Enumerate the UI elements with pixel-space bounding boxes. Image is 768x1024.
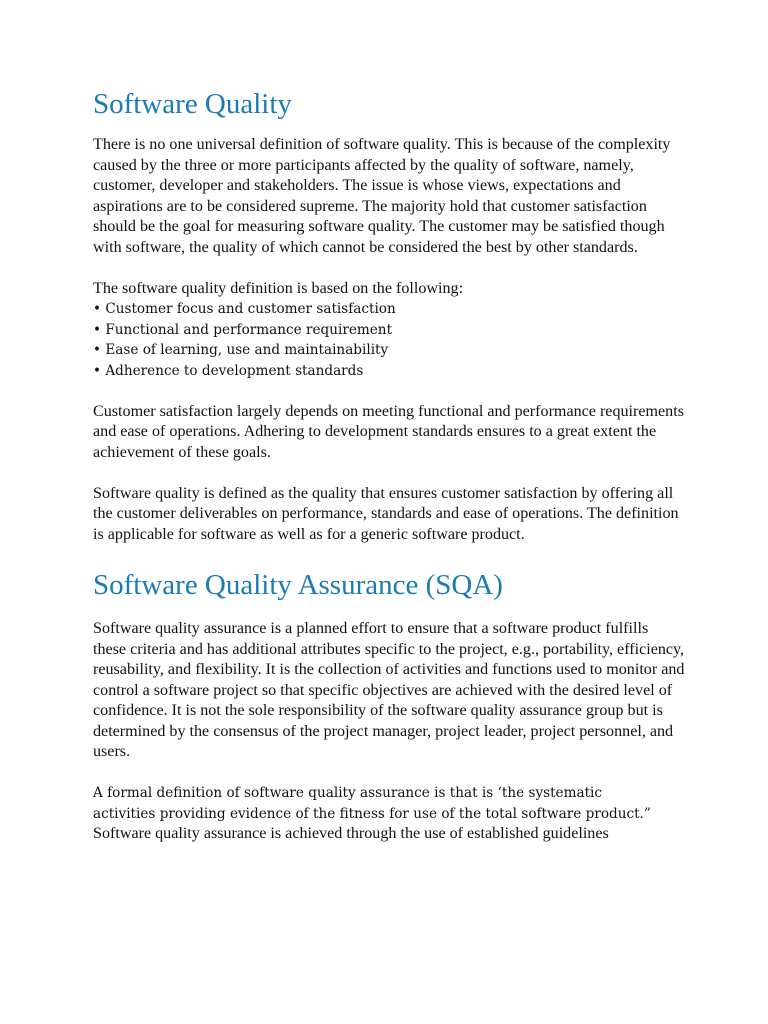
- paragraph-definition-basis: The software quality definition is based on the following:: [93, 279, 464, 297]
- bullet-item: • Ease of learning, use and maintainability: [93, 342, 389, 358]
- bullet-item: • Customer focus and customer satisfaction: [93, 301, 396, 317]
- paragraph-quality-defined: Software quality is defined as the quality that ensures customer satisfaction by offering all the customer deliverables on performance, standards and ease of operations. The definition is applicable for software as well as for a generic software product.: [93, 484, 679, 543]
- sqa-formal-line-2: activities providing evidence of the fitness for use of the total software product.”: [93, 805, 651, 822]
- document-body: [93, 82, 685, 845]
- paragraph-customer-satisfaction: Customer satisfaction largely depends on meeting functional and performance requirements and ease of operations. Adhering to development standards ensures to a great extent the achievement of these goals.: [93, 402, 684, 461]
- bullet-item: • Functional and performance requirement: [93, 321, 393, 338]
- paragraph-sqa-intro: Software quality assurance is a planned effort to ensure that a software product fulfills these criteria and has additional attributes specific to the project, e.g., portability, efficiency, reusability, and flexibility. It is the collection of activities and functions used to monitor and control a software project so that specific objectives are achieved with the desired level of confidence. It is not the sole responsibility of the software quality assurance group but is determined by the consensus of the project manager, project leader, project personnel, and users.: [93, 620, 685, 760]
- heading-sqa: Software Quality Assurance (SQA): [93, 569, 503, 601]
- sqa-formal-line-1: A formal definition of software quality assurance is that is ‘the systematic: [93, 785, 603, 801]
- heading-software-quality: Software Quality: [93, 88, 292, 120]
- paragraph-definition-intro: There is no one universal definition of software quality. This is because of the complexity caused by the three or more participants affected by the quality of software, namely, customer, developer and stakeholders. The issue is whose views, expectations and aspirations are to be considered supreme. The majority hold that customer satisfaction should be the goal for measuring software quality. The customer may be satisfied though with software, the quality of which cannot be considered the best by other standards.: [93, 136, 671, 256]
- bullet-list-quality-basis: [93, 299, 685, 381]
- sqa-formal-line-3: Software quality assurance is achieved through the use of established guidelines: [93, 825, 609, 842]
- paragraph-sqa-formal-definition: [93, 783, 685, 845]
- bullet-item: • Adherence to development standards: [93, 362, 364, 379]
